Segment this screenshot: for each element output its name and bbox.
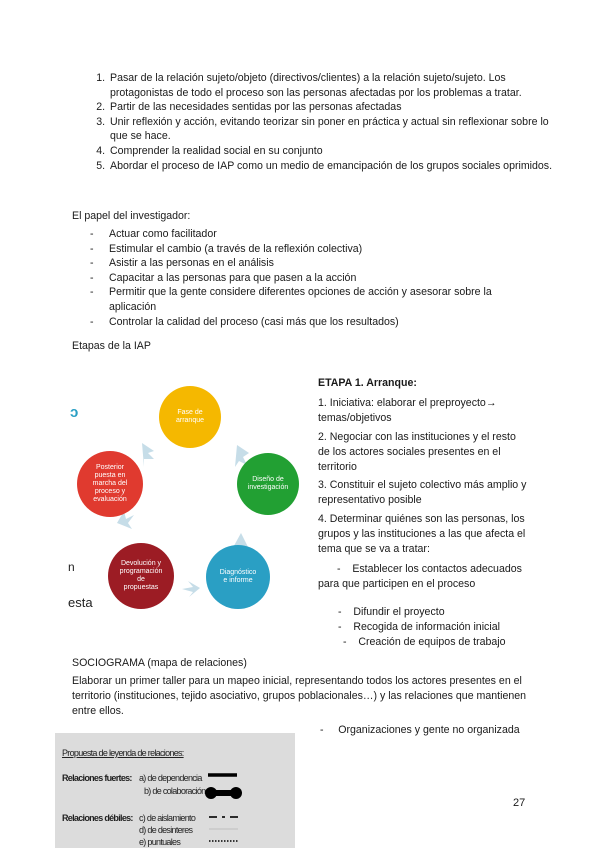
investigator-heading: El papel del investigador: <box>72 210 191 222</box>
legend-strong-label: Relaciones fuertes: <box>62 773 132 783</box>
principle-item: 4. Comprender la realidad social en su conjunto <box>108 144 568 159</box>
principle-item: 3. Unir reflexión y acción, evitando teorizar sin poner en práctica y actual sin reflexionar sobre lo que se hace. <box>108 115 568 144</box>
etapa1-item: 2. Negociar con las instituciones y el resto de los actores sociales presentes en el territorio <box>318 430 516 474</box>
node-label: Diagnóstico e informe <box>219 569 257 584</box>
line-collaboration-sample <box>205 787 242 799</box>
legend-weak-d: d) de desinteres <box>139 825 193 835</box>
node-fase-arranque <box>159 386 221 448</box>
page-number: 27 <box>513 797 526 809</box>
role-item: - Permitir que la gente considere diferentes opciones de acción y asesorar sobre la aplicación <box>72 285 532 314</box>
etapa1-sub-item: - Creación de equipos de trabajo <box>343 636 506 648</box>
sociograma-side-text: Organizaciones y gente no organizada <box>338 724 520 736</box>
etapa1-sub-text: Establecer los contactos adecuados para que participen en el proceso <box>318 563 522 590</box>
stages-heading: Etapas de la IAP <box>72 340 151 352</box>
role-item: - Asistir a las personas en el análisis <box>72 256 532 271</box>
legend-strong-b: b) de colaboración <box>144 786 206 796</box>
etapa1-sub-item: - Difundir el proyecto <box>338 606 445 618</box>
legend-weak-c: c) de aislamiento <box>139 813 196 823</box>
role-item: - Actuar como facilitador <box>72 227 532 242</box>
role-item: - Estimular el cambio (a través de la reflexión colectiva) <box>72 242 532 257</box>
sociograma-side-item: - Organizaciones y gente no organizada <box>320 724 520 736</box>
principle-item: 5. Abordar el proceso de IAP como un medio de emancipación de los grupos sociales oprimidos. <box>108 159 568 174</box>
cycle-arrow <box>182 581 200 597</box>
legend-title: Propuesta de leyenda de relaciones: <box>62 748 184 758</box>
node-diseno-investigacion <box>237 453 299 515</box>
etapa1-column <box>318 376 530 560</box>
diagram-edge-fragment: ɔ <box>70 404 79 421</box>
legend-weak-label: Relaciones débiles: <box>62 813 133 823</box>
legend-strong-a: a) de dependencia <box>139 773 202 783</box>
node-devolucion-propuestas <box>108 543 174 609</box>
node-diagnostico-informe <box>206 545 270 609</box>
etapa1-item: 1. Iniciativa: elaborar el preproyecto→ temas/objetivos <box>318 397 497 425</box>
node-label: Devolución y programación de propuestas <box>119 560 163 591</box>
etapa1-sub-text: Recogida de información inicial <box>353 621 500 633</box>
etapa1-item: 4. Determinar quiénes son las personas, los grupos y las instituciones a las que afecta el tema que se va a tratar: <box>318 512 526 556</box>
role-item: - Controlar la calidad del proceso (casi más que los resultados) <box>72 315 532 330</box>
cycle-arrow <box>142 443 154 467</box>
principle-item: 1. Pasar de la relación sujeto/objeto (directivos/clientes) a la relación sujeto/sujeto. Los protagonistas de todo el proceso son las personas afectadas por los problemas a tratar. <box>108 71 568 100</box>
role-item: - Capacitar a las personas para que pasen a la acción <box>72 271 532 286</box>
relations-legend <box>55 733 295 848</box>
principles-list <box>72 71 568 173</box>
node-puesta-en-marcha <box>77 451 143 517</box>
legend-line-samples <box>55 733 295 848</box>
etapa1-sub-item: - Recogida de información inicial <box>338 621 500 633</box>
diagram-edge-fragment: n <box>68 560 75 574</box>
node-label: Fase de arranque <box>175 409 205 424</box>
sociograma-heading: SOCIOGRAMA (mapa de relaciones) <box>72 657 247 669</box>
node-label: Posterior puesta en marcha del proceso y evaluación <box>92 464 128 503</box>
etapa1-sub-text: Creación de equipos de trabajo <box>358 636 506 648</box>
etapa1-sub-text: Difundir el proyecto <box>353 606 445 618</box>
diagram-edge-fragment: esta <box>68 595 93 610</box>
principle-item: 2. Partir de las necesidades sentidas por las personas afectadas <box>108 100 568 115</box>
etapa1-item: 3. Constituir el sujeto colectivo más amplio y representativo posible <box>318 479 527 507</box>
investigator-roles-list <box>72 227 532 329</box>
sociograma-text: Elaborar un primer taller para un mapeo inicial, representando todos los actores presentes en el territorio (instituciones, tejido asociativo, grupos poblacionales…) y las relaciones que mantienen entre ellos. <box>72 675 527 717</box>
node-label: Diseño de investigación <box>247 476 289 491</box>
etapa1-title: ETAPA 1. Arranque: <box>318 377 417 389</box>
iap-stages-diagram <box>62 373 302 633</box>
etapa1-sub-item: - Establecer los contactos adecuados para que participen en el proceso <box>318 563 522 590</box>
legend-weak-e: e) puntuales <box>139 837 181 847</box>
